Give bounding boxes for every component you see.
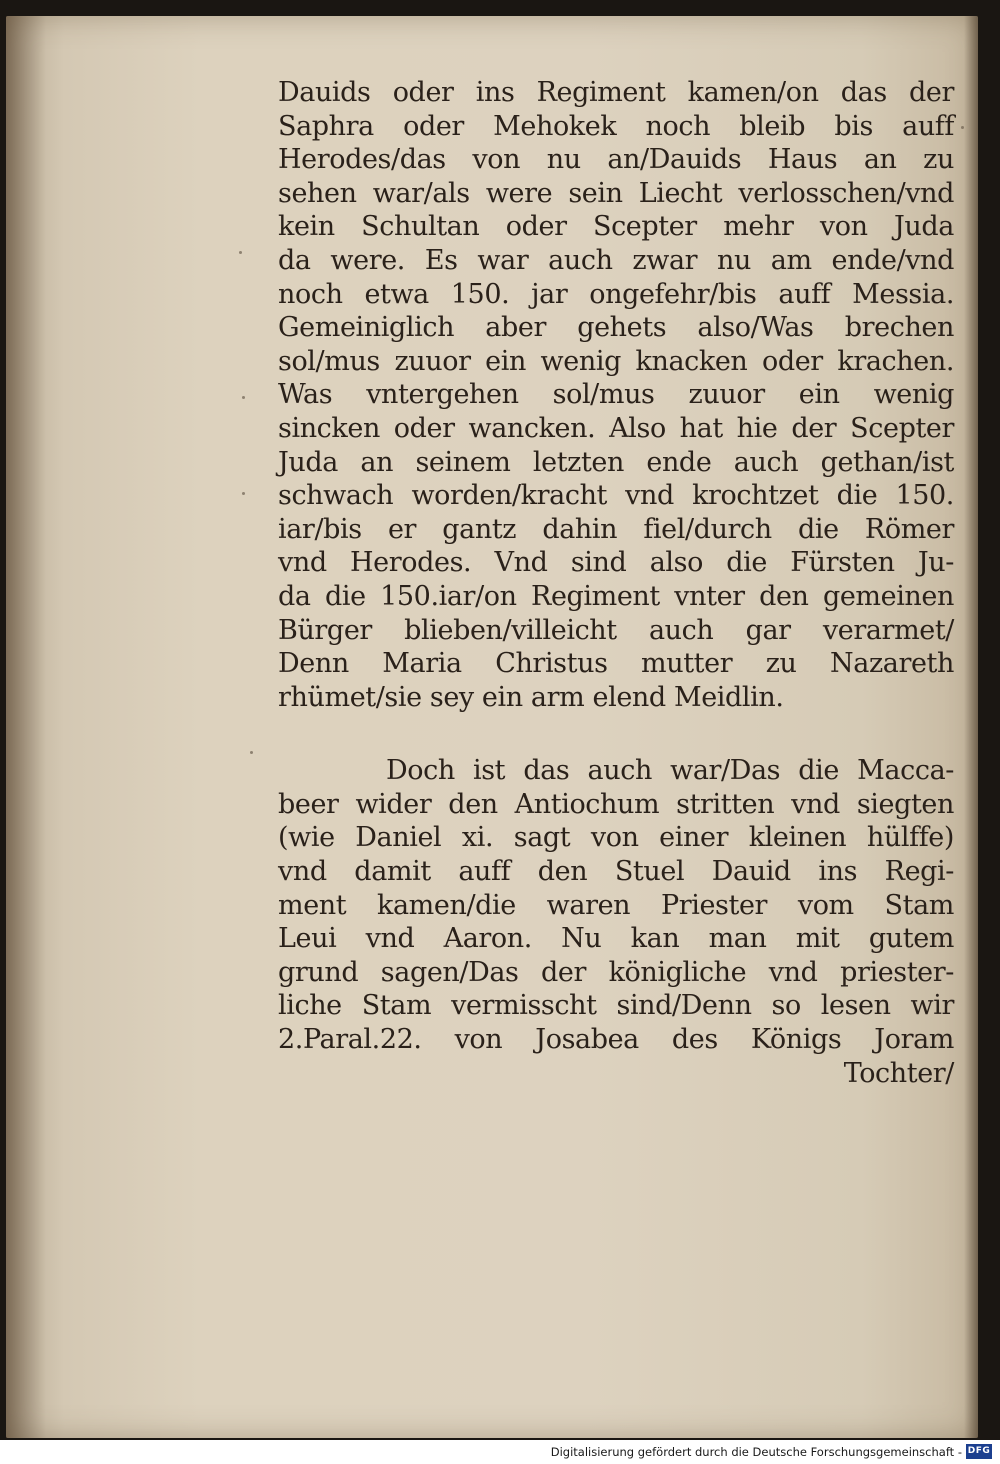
catchword: Tochter/	[843, 1057, 954, 1089]
margin-mark	[239, 251, 242, 254]
text-line: Dauids oder ins Regiment kamen/on das der	[278, 77, 954, 108]
margin-mark	[242, 396, 245, 399]
text-line: vnd Herodes. Vnd sind also die Fürsten Ju-	[278, 547, 954, 579]
footer-bar	[0, 1440, 1000, 1464]
page-edge	[964, 16, 978, 1438]
text-line: Herodes/das von nu an/Dauids Haus an zu	[278, 144, 954, 176]
dfg-logo-icon: DFG	[966, 1444, 992, 1459]
text-line: sehen war/als were sein Liecht verlosschen/vnd	[278, 177, 954, 209]
text-line: schwach worden/kracht vnd krochtzet die 150.	[278, 480, 954, 512]
text-line: iar/bis er gantz dahin fiel/durch die Römer	[278, 513, 954, 545]
text-line: ment kamen/die waren Priester vom Stam	[278, 889, 954, 921]
funding-credit: Digitalisierung gefördert durch die Deutsche Forschungsgemeinschaft -	[550, 1445, 962, 1459]
text-line: Juda an seinem letzten ende auch gethan/ist	[278, 446, 954, 478]
spine-shadow	[6, 16, 46, 1438]
text-line: Saphra oder Mehokek noch bleib bis auff	[278, 110, 954, 142]
text-line: Gemeiniglich aber gehets also/Was brechen	[278, 312, 954, 344]
text-line: liche Stam vermisscht sind/Denn so lesen wir	[278, 990, 954, 1022]
text-line: 2.Paral.22. von Josabea des Königs Joram	[278, 1024, 954, 1056]
margin-mark	[242, 492, 245, 495]
text-line: Leui vnd Aaron. Nu kan man mit gutem	[278, 923, 954, 955]
paragraph-gap	[278, 714, 954, 754]
page-text	[278, 76, 954, 1090]
text-line: sol/mus zuuor ein wenig knacken oder krachen.	[278, 345, 954, 377]
text-line: noch etwa 150. jar ongefehr/bis auff Messia.	[278, 278, 954, 310]
text-line: beer wider den Antiochum stritten vnd siegten	[278, 788, 954, 820]
book-page	[6, 16, 978, 1438]
text-line: kein Schultan oder Scepter mehr von Juda	[278, 211, 954, 243]
text-line: da were. Es war auch zwar nu am ende/vnd	[278, 244, 954, 276]
paragraph	[278, 76, 954, 714]
text-line: vnd damit auff den Stuel Dauid ins Regi-	[278, 856, 954, 888]
text-line: rhümet/sie sey ein arm elend Meidlin.	[278, 681, 784, 713]
text-line: Doch ist das auch war/Das die Macca-	[386, 755, 954, 787]
text-line: Was vntergehen sol/mus zuuor ein wenig	[278, 379, 954, 411]
margin-mark	[961, 126, 964, 129]
text-line: (wie Daniel xi. sagt von einer kleinen hülffe)	[278, 822, 954, 854]
paragraph	[278, 754, 954, 1090]
text-line: Denn Maria Christus mutter zu Nazareth	[278, 648, 954, 680]
text-line: grund sagen/Das der königliche vnd priester-	[278, 956, 954, 988]
text-line: da die 150.iar/on Regiment vnter den gemeinen	[278, 580, 954, 612]
margin-mark	[250, 751, 253, 754]
text-line: sincken oder wancken. Also hat hie der Scepter	[278, 412, 954, 444]
text-line: Bürger blieben/villeicht auch gar verarmet/	[278, 614, 954, 646]
